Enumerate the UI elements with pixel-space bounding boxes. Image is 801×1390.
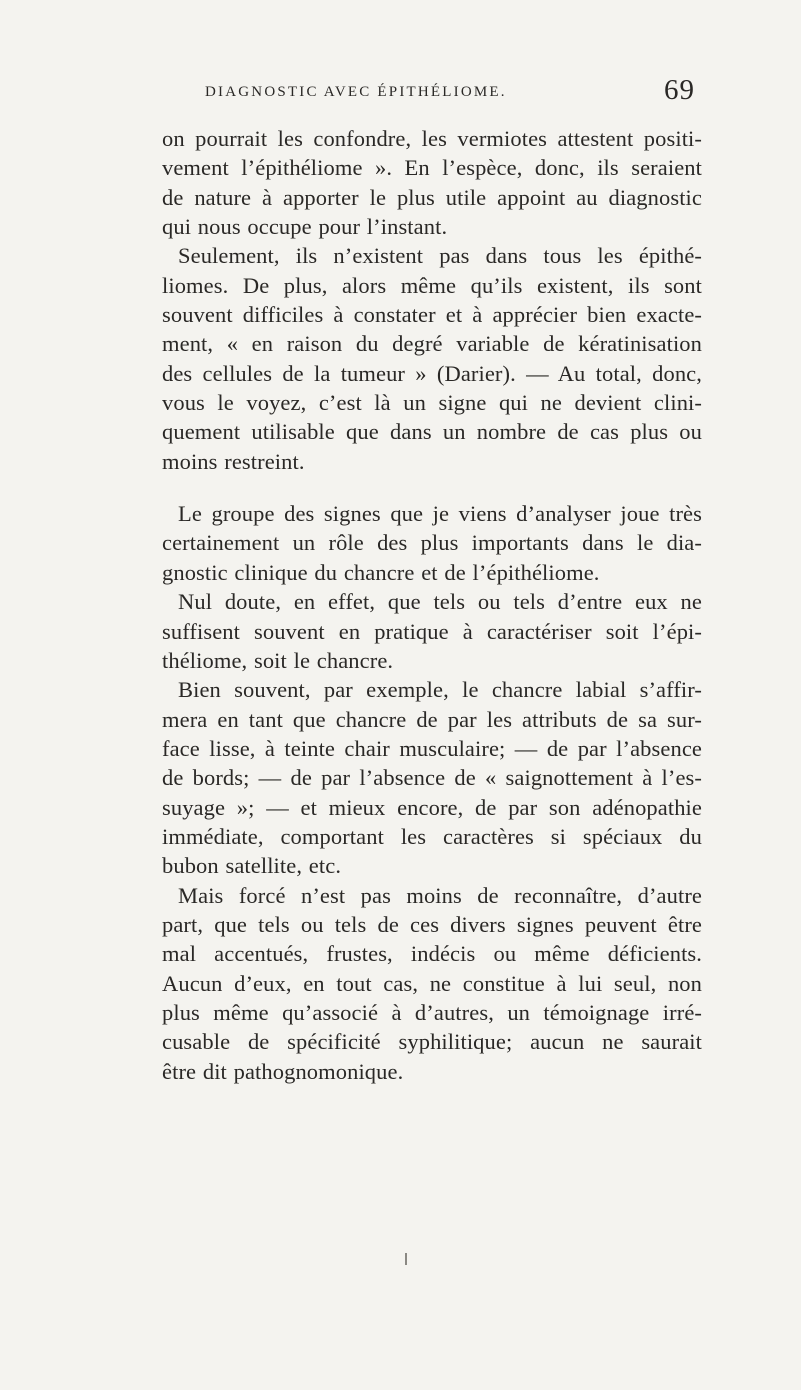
text-line: Seulement, ils n’existent pas dans tous les épithé- bbox=[178, 243, 702, 269]
signature-mark bbox=[405, 1253, 407, 1265]
paragraph-gap bbox=[162, 476, 702, 499]
text-line: quement utilisable que dans un nombre de cas plus ou bbox=[162, 419, 702, 445]
page-number: 69 bbox=[664, 74, 695, 106]
text-line: bubon satellite, etc. bbox=[162, 853, 342, 879]
text-line: de bords; — de par l’absence de « saignottement à l’es- bbox=[162, 765, 702, 791]
text-line: suffisent souvent en pratique à caractériser soit l’épi- bbox=[162, 618, 702, 644]
text-line: être dit pathognomonique. bbox=[162, 1058, 404, 1084]
text-line: vement l’épithéliome ». En l’espèce, donc, ils seraient bbox=[162, 155, 702, 181]
text-line: part, que tels ou tels de ces divers signes peuvent être bbox=[162, 911, 702, 937]
text-line: Mais forcé n’est pas moins de reconnaître, d’autre bbox=[178, 882, 702, 908]
text-line: immédiate, comportant les caractères si spéciaux du bbox=[162, 823, 702, 849]
text-line: vous le voyez, c’est là un signe qui ne devient clini- bbox=[162, 390, 702, 416]
text-line: cusable de spécificité syphilitique; aucun ne saurait bbox=[162, 1029, 702, 1055]
text-line: plus même qu’associé à d’autres, un témoignage irré- bbox=[162, 999, 702, 1025]
text-line: face lisse, à teinte chair musculaire; — de par l’absence bbox=[162, 735, 702, 761]
text-line: Nul doute, en effet, que tels ou tels d’entre eux ne bbox=[178, 589, 702, 615]
text-line: gnostic clinique du chancre et de l’épithéliome. bbox=[162, 559, 600, 585]
text-line: Bien souvent, par exemple, le chancre labial s’affir- bbox=[178, 677, 702, 703]
text-line: ment, « en raison du degré variable de kératinisation bbox=[162, 331, 702, 357]
text-line: Le groupe des signes que je viens d’analyser joue très bbox=[178, 501, 702, 527]
text-line: des cellules de la tumeur » (Darier). — Au total, donc, bbox=[162, 360, 702, 386]
text-line: qui nous occupe pour l’instant. bbox=[162, 214, 448, 240]
text-line: souvent difficiles à constater et à apprécier bien exacte- bbox=[162, 302, 702, 328]
text-line: mal accentués, frustes, indécis ou même déficients. bbox=[162, 941, 702, 967]
text-line: mera en tant que chancre de par les attributs de sa sur- bbox=[162, 706, 702, 732]
text-line: on pourrait les confondre, les vermiotes attestent positi- bbox=[162, 126, 702, 151]
text-line: Aucun d’eux, en tout cas, ne constitue à lui seul, non bbox=[162, 970, 702, 996]
running-head-title: DIAGNOSTIC AVEC ÉPITHÉLIOME. bbox=[205, 84, 507, 100]
body-text bbox=[162, 124, 702, 1086]
text-line: de nature à apporter le plus utile appoint au diagnostic bbox=[162, 184, 702, 210]
text-line: liomes. De plus, alors même qu’ils existent, ils sont bbox=[162, 272, 702, 298]
text-line: moins restreint. bbox=[162, 448, 305, 474]
text-line: certainement un rôle des plus importants dans le dia- bbox=[162, 530, 702, 556]
text-line: suyage »; — et mieux encore, de par son adénopathie bbox=[162, 794, 702, 820]
text-line: théliome, soit le chancre. bbox=[162, 647, 394, 673]
